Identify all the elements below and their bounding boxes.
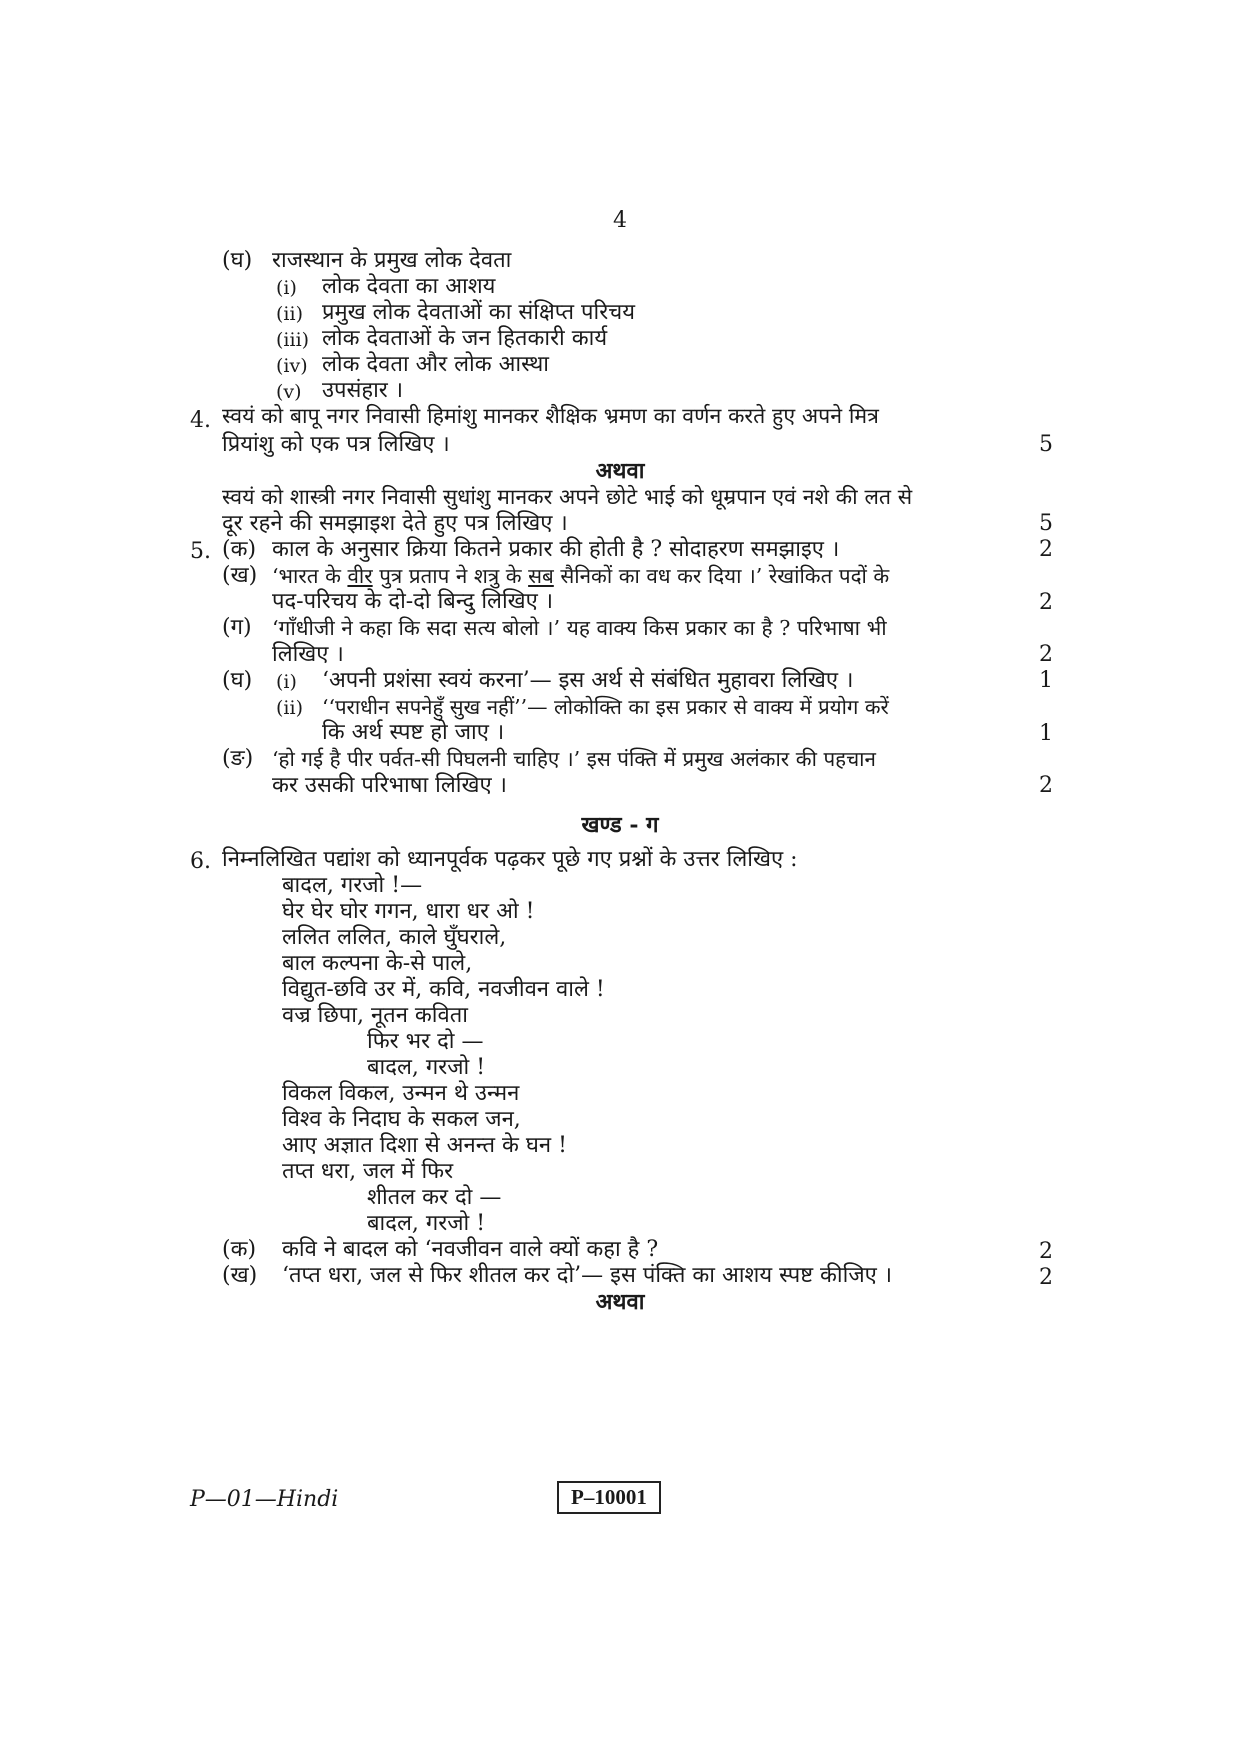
marks: 1: [1039, 668, 1053, 693]
poem-line: बाल कल्पना के-से पाले,: [282, 951, 473, 976]
marks: 2: [1039, 1265, 1053, 1290]
q4-text-line1: स्वयं को बापू नगर निवासी हिमांशु मानकर शैक्षिक भ्रमण का वर्णन करते हुए अपने मित्र: [222, 404, 879, 429]
q5-ka-label: (क): [222, 537, 257, 562]
q6-kha-label: (ख): [222, 1263, 258, 1288]
underlined-word: सब: [528, 564, 554, 588]
marks: 1: [1039, 721, 1053, 746]
marks: 2: [1039, 590, 1053, 615]
poem-line: तप्त धरा, जल में फिर: [282, 1159, 454, 1184]
q5-ka-text: काल के अनुसार क्रिया कितने प्रकार की होती है ? सोदाहरण समझाइए ।: [272, 537, 840, 562]
q5-gha-ii-line2: कि अर्थ स्पष्ट हो जाए ।: [322, 720, 505, 745]
poem-line: शीतल कर दो —: [367, 1185, 502, 1210]
poem-line: घेर घेर घोर गगन, धारा धर ओ !: [282, 899, 535, 924]
outline-item: लोक देवताओं के जन हितकारी कार्य: [322, 326, 608, 351]
marks: 2: [1039, 773, 1053, 798]
question-number: 4.: [190, 408, 211, 433]
exam-code-box: P–10001: [557, 1481, 661, 1514]
question-number: 6.: [190, 849, 211, 874]
q5-nga-line2: कर उसकी परिभाषा लिखिए ।: [272, 773, 507, 798]
q5-gha-ii-line1: ‘‘पराधीन सपनेहुँ सुख नहीं’’— लोकोक्ति का इस प्रकार से वाक्य में प्रयोग करें: [322, 695, 889, 719]
outline-num: (iv): [276, 355, 308, 377]
q4-text-line2: प्रियांशु को एक पत्र लिखिए ।: [222, 432, 450, 457]
underlined-word: वीर: [347, 564, 373, 588]
q5-nga-line1: ‘हो गई है पीर पर्वत-सी पिघलनी चाहिए ।’ इस पंक्ति में प्रमुख अलंकार की पहचान: [272, 747, 876, 771]
poem-line: ललित ललित, काले घुँघराले,: [282, 925, 507, 950]
q5-ga-label: (ग): [222, 615, 252, 640]
q3-gha-title: राजस्थान के प्रमुख लोक देवता: [272, 248, 512, 273]
q4-alt-line1: स्वयं को शास्त्री नगर निवासी सुधांशु मानकर अपने छोटे भाई को धूम्रपान एवं नशे की लत से: [222, 485, 913, 510]
q6-ka-text: कवि ने बादल को ‘नवजीवन वाले क्यों कहा है ?: [282, 1237, 659, 1262]
marks: 2: [1039, 1239, 1053, 1264]
page-number: 4: [613, 208, 627, 233]
sub-num: (ii): [276, 697, 303, 719]
outline-num: (v): [276, 381, 302, 403]
poem-line: आए अज्ञात दिशा से अनन्त के घन !: [282, 1133, 567, 1158]
q6-ka-label: (क): [222, 1237, 257, 1262]
poem-line: विद्युत-छवि उर में, कवि, नवजीवन वाले !: [282, 977, 605, 1002]
q6-kha-text: ‘तप्त धरा, जल से फिर शीतल कर दो’— इस पंक्ति का आशय स्पष्ट कीजिए ।: [282, 1263, 893, 1288]
poem-line: विश्व के निदाघ के सकल जन,: [282, 1107, 521, 1132]
outline-num: (ii): [276, 303, 303, 325]
marks: 2: [1039, 537, 1053, 562]
marks: 5: [1039, 511, 1053, 536]
q4-alt-line2: दूर रहने की समझाइश देते हुए पत्र लिखिए ।: [222, 511, 568, 536]
poem-line: फिर भर दो —: [367, 1029, 484, 1054]
q5-ga-line2: लिखिए ।: [272, 642, 344, 667]
outline-item: लोक देवता और लोक आस्था: [322, 352, 550, 377]
poem-line: विकल विकल, उन्मन थे उन्मन: [282, 1081, 520, 1106]
q3-gha-label: (घ): [222, 248, 253, 273]
outline-item: प्रमुख लोक देवताओं का संक्षिप्त परिचय: [322, 300, 635, 325]
poem-line: बादल, गरजो !: [367, 1211, 486, 1236]
marks: 2: [1039, 642, 1053, 667]
outline-num: (i): [276, 277, 297, 299]
sub-num: (i): [276, 671, 297, 693]
or-heading: अथवा: [595, 458, 645, 484]
q5-ga-line1: ‘गाँधीजी ने कहा कि सदा सत्य बोलो ।’ यह वाक्य किस प्रकार का है ? परिभाषा भी: [272, 616, 887, 640]
poem-line: बादल, गरजो !—: [282, 873, 423, 898]
q5-nga-label: (ङ): [222, 746, 254, 771]
or-heading: अथवा: [595, 1289, 645, 1315]
marks: 5: [1039, 432, 1053, 457]
q5-kha-text: ‘भारत के वीर पुत्र प्रताप ने शत्रु के सब सैनिकों का वध कर दिया ।’ रेखांकित पदों के: [272, 564, 890, 588]
q6-intro: निम्नलिखित पद्यांश को ध्यानपूर्वक पढ़कर पूछे गए प्रश्नों के उत्तर लिखिए :: [222, 847, 798, 872]
section-heading: खण्ड - ग: [581, 812, 659, 838]
outline-num: (iii): [276, 329, 310, 351]
poem-line: बादल, गरजो !: [367, 1055, 486, 1080]
outline-item: उपसंहार ।: [322, 378, 404, 403]
q5-gha-label: (घ): [222, 668, 253, 693]
q5-gha-i-text: ‘अपनी प्रशंसा स्वयं करना’— इस अर्थ से संबंधित मुहावरा लिखिए ।: [322, 668, 854, 693]
q5-kha-label: (ख): [222, 563, 258, 588]
q5-kha-line2: पद-परिचय के दो-दो बिन्दु लिखिए ।: [272, 589, 554, 614]
outline-item: लोक देवता का आशय: [322, 274, 496, 299]
poem-line: वज्र छिपा, नूतन कविता: [282, 1003, 468, 1028]
paper-code: P—01—Hindi: [190, 1487, 339, 1512]
question-number: 5.: [190, 539, 211, 564]
